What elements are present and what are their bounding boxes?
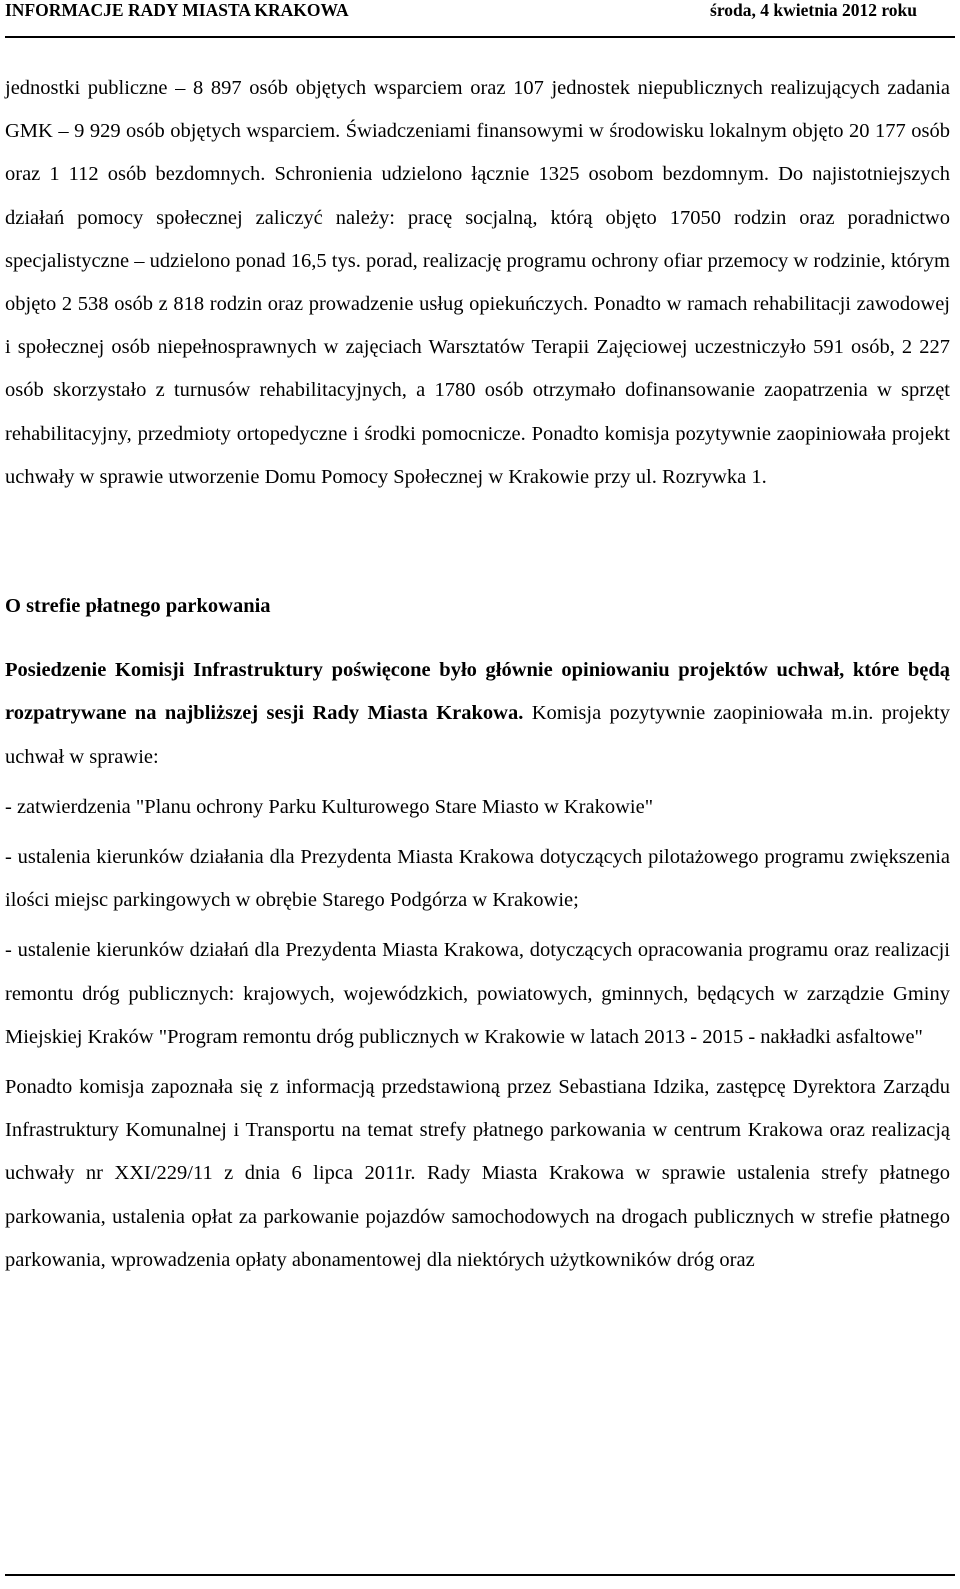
header-date: środa, 4 kwietnia 2012 roku [710,0,917,20]
spacer [5,499,950,585]
spacer [5,1059,950,1066]
page-header [5,0,955,36]
header-publication-title: INFORMACJE RADY MIASTA KRAKOWA [5,0,349,20]
header-divider [5,36,955,38]
footer-divider [5,1574,955,1576]
section-heading: O strefie płatnego parkowania [5,595,271,618]
spacer [5,829,950,836]
paragraph-social-assistance: jednostki publiczne – 8 897 osób objętych wsparciem oraz 107 jednostek niepublicznych realizujących zadania GMK – 9 929 osób objętych wsparciem. Świadczeniami finansowymi w środowisku lokalnym objęto 20 177 osób oraz 1 112 osób bezdomnych. Schronienia udzielono łącznie 1325 osobom bezdomnym. Do najistotniejszych działań pomocy społecznej zaliczyć należy: pracę socjalną, którą objęto 17050 rodzin oraz poradnictwo specjalistyczne – udzielono ponad 16,5 tys. porad, realizację programu ochrony ofiar przemocy w rodzinie, którym objęto 2 538 osób z 818 rodzin oraz prowadzenie usług opiekuńczych. Ponadto w ramach rehabilitacji zawodowej i społecznej osób niepełnosprawnych w zajęciach Warsztatów Terapii Zajęciowej uczestniczyło 591 osób, 2 227 osób skorzystało z turnusów rehabilitacyjnych, a 1780 osób otrzymało dofinansowanie zaopatrzenia w sprzęt rehabilitacyjny, przedmioty ortopedyczne i środki pomocnicze. Ponadto komisja pozytywnie zaopiniowała projekt uchwały w sprawie utworzenie Domu Pomocy Społecznej w Krakowie przy ul. Rozrywka 1. [5,77,950,488]
document-body [5,67,950,1282]
paragraph-infrastructure-committee [5,649,950,779]
list-item: - ustalenia kierunków działania dla Prezydenta Miasta Krakowa dotyczących pilotażowego programu zwiększenia ilości miejsc parkingowych w obrębie Starego Podgórza w Krakowie; [5,846,950,912]
spacer [5,628,950,649]
list-item: - ustalenie kierunków działań dla Prezydenta Miasta Krakowa, dotyczących opracowania programu oraz realizacji remontu dróg publicznych: krajowych, wojewódzkich, powiatowych, gminnych, będących w zarządzie Gminy Miejskiej Kraków "Program remontu dróg publicznych w Krakowie w latach 2013 - 2015 - nakładki asfaltowe" [5,939,950,1048]
paragraph-lead-rest: Komisja pozytywnie zaopiniowała m.in. projekty uchwał w sprawie: [5,702,950,768]
list-item: - zatwierdzenia "Planu ochrony Parku Kulturowego Stare Miasto w Krakowie" [5,795,654,818]
spacer [5,922,950,929]
paragraph-parking-zone: Ponadto komisja zapoznała się z informacją przedstawioną przez Sebastiana Idzika, zastępcę Dyrektora Zarządu Infrastruktury Komunalnej i Transportu na temat strefy płatnego parkowania w centrum Krakowa oraz realizacją uchwały nr XXI/229/11 z dnia 6 lipca 2011r. Rady Miasta Krakowa w sprawie ustalenia strefy płatnego parkowania, ustalenia opłat za parkowanie pojazdów samochodowych na drogach publicznych w strefie płatnego parkowania, wprowadzenia opłaty abonamentowej dla niektórych użytkowników dróg oraz [5,1076,950,1271]
spacer [5,779,950,786]
paragraph-lead-bold: Posiedzenie Komisji Infrastruktury poświęcone było głównie opiniowaniu projektów uchwał, które będą rozpatrywane na najbliższej sesji Rady Miasta Krakowa. [5,659,950,725]
